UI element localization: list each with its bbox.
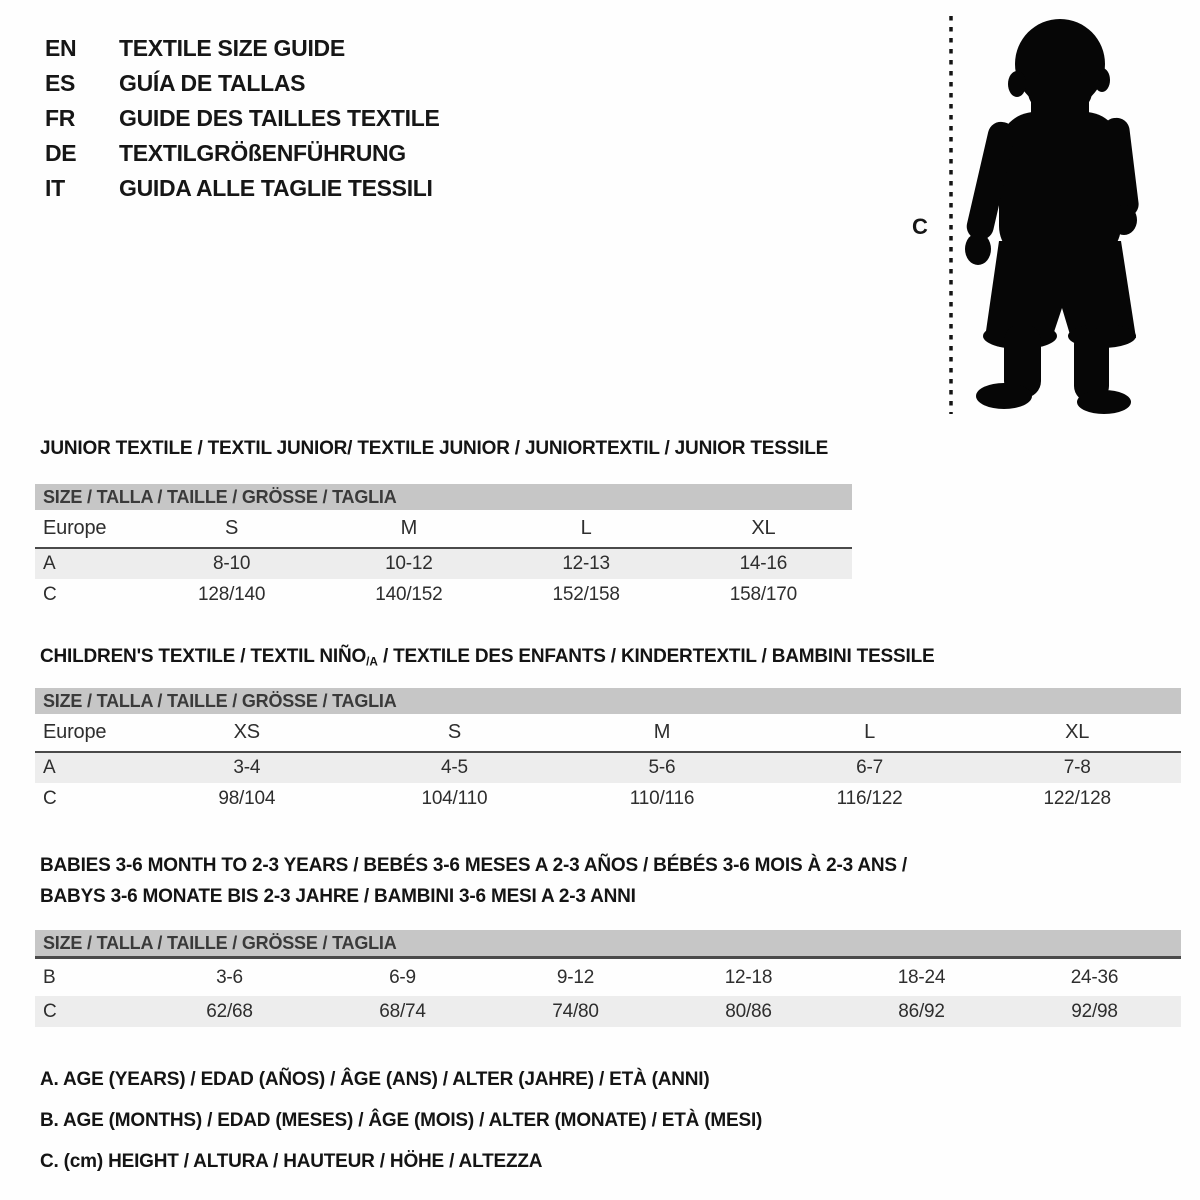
junior-size-table [35, 510, 852, 610]
junior-section-heading: JUNIOR TEXTILE / TEXTIL JUNIOR/ TEXTILE JUNIOR / JUNIORTEXTIL / JUNIOR TESSILE [40, 438, 829, 459]
size-cell: 18-24 [897, 966, 946, 988]
footnote-c: C. (cm) HEIGHT / ALTURA / HAUTEUR / HÖHE / ALTEZZA [40, 1151, 543, 1172]
region-row [35, 510, 852, 548]
children-section-heading [40, 641, 934, 677]
size-cell: 14-16 [739, 553, 788, 574]
row-label: A [43, 757, 56, 778]
lang-code: DE [45, 140, 77, 166]
size-header-bar: SIZE / TALLA / TAILLE / GRÖSSE / TAGLIA [35, 688, 1181, 714]
footnote-a: A. AGE (YEARS) / EDAD (AÑOS) / ÂGE (ANS) / ALTER (JAHRE) / ETÀ (ANNI) [40, 1069, 710, 1090]
babies-section-heading [40, 850, 907, 912]
region-row [35, 714, 1181, 752]
heading-line: BABIES 3-6 MONTH TO 2-3 YEARS / BEBÉS 3-6 MESES A 2-3 AÑOS / BÉBÉS 3-6 MOIS À 2-3 ANS / [40, 855, 908, 876]
column-header: L [498, 510, 675, 548]
column-header: M [558, 714, 766, 752]
size-cell: 6-7 [856, 757, 884, 778]
row-label: C [43, 583, 57, 605]
column-header: L [766, 714, 974, 752]
size-cell: 104/110 [421, 787, 488, 809]
size-cell: 74/80 [552, 1000, 599, 1022]
guide-title: TEXTILE SIZE GUIDE [119, 35, 345, 61]
size-cell: 128/140 [197, 583, 266, 605]
lang-code: EN [45, 35, 77, 61]
column-header: S [351, 714, 559, 752]
footnote-b: B. AGE (MONTHS) / EDAD (MESES) / ÂGE (MOIS) / ALTER (MONATE) / ETÀ (MESI) [40, 1110, 763, 1131]
size-header-bar: SIZE / TALLA / TAILLE / GRÖSSE / TAGLIA [35, 484, 852, 510]
lang-code: ES [45, 70, 76, 96]
region-label: Europe [35, 714, 143, 752]
column-header: XL [675, 510, 852, 548]
guide-title: TEXTILGRÖßENFÜHRUNG [119, 140, 406, 166]
size-cell: 116/122 [836, 787, 903, 809]
row-label: B [43, 966, 56, 988]
size-cell: 68/74 [379, 1000, 426, 1022]
size-cell: 152/158 [552, 583, 620, 605]
row-label: C [43, 1000, 57, 1022]
guide-title: GUIDA ALLE TAGLIE TESSILI [119, 175, 433, 201]
size-cell: 24-36 [1070, 966, 1119, 988]
size-cell: 12-13 [562, 553, 610, 574]
size-cell: 5-6 [648, 757, 676, 778]
size-cell: 140/152 [375, 583, 443, 605]
baby-silhouette-icon [964, 19, 1140, 414]
table-row-C [35, 996, 1181, 1027]
heading-line: BABYS 3-6 MONATE BIS 2-3 JAHRE / BAMBINI 3-6 MESI A 2-3 ANNI [40, 886, 636, 907]
size-cell: 122/128 [1043, 787, 1111, 809]
heading-text: / TEXTILE DES ENFANTS / KINDERTEXTIL / BAMBINI TESSILE [377, 646, 935, 667]
table-row-C [35, 783, 1181, 814]
footnotes-block [40, 1068, 762, 1191]
size-cell: 62/68 [206, 1000, 253, 1022]
lang-code: IT [45, 175, 65, 201]
heading-subscript: /A [366, 655, 378, 669]
region-label: Europe [35, 510, 143, 548]
baby-figure [905, 6, 1155, 418]
guide-title: GUIDE DES TAILLES TEXTILE [119, 105, 440, 131]
size-cell: 10-12 [385, 553, 433, 574]
size-cell: 4-5 [440, 757, 468, 778]
column-header: M [320, 510, 497, 548]
table-row-A [35, 752, 1181, 783]
junior-table-wrap [35, 484, 852, 610]
size-cell: 3-6 [216, 966, 243, 988]
size-cell: 7-8 [1063, 757, 1091, 778]
column-header: XL [973, 714, 1181, 752]
size-cell: 86/92 [898, 1000, 945, 1022]
size-cell: 80/86 [725, 1000, 772, 1022]
table-row-B [35, 959, 1181, 996]
table-row-C [35, 579, 852, 610]
row-label: C [43, 787, 57, 809]
size-cell: 12-18 [724, 966, 773, 988]
size-cell: 6-9 [389, 966, 416, 988]
babies-table-wrap [35, 930, 1181, 1027]
column-header: S [143, 510, 320, 548]
language-title-block [45, 31, 440, 206]
size-cell: 3-4 [233, 757, 261, 778]
height-measure-label: C [912, 214, 928, 239]
lang-code: FR [45, 105, 76, 131]
size-cell: 8-10 [213, 553, 251, 574]
guide-title: GUÍA DE TALLAS [119, 70, 306, 96]
size-cell: 9-12 [556, 966, 595, 988]
children-size-table [35, 714, 1181, 814]
children-table-wrap [35, 688, 1181, 814]
row-label: A [43, 553, 56, 574]
babies-size-table [35, 959, 1181, 1027]
column-header: XS [143, 714, 351, 752]
size-cell: 158/170 [729, 583, 798, 605]
size-cell: 98/104 [218, 787, 276, 809]
size-header-bar: SIZE / TALLA / TAILLE / GRÖSSE / TAGLIA [35, 930, 1181, 959]
heading-text: CHILDREN'S TEXTILE / TEXTIL NIÑO [40, 646, 367, 667]
size-cell: 92/98 [1071, 1000, 1118, 1022]
size-cell: 110/116 [629, 787, 695, 809]
table-row-A [35, 548, 852, 579]
